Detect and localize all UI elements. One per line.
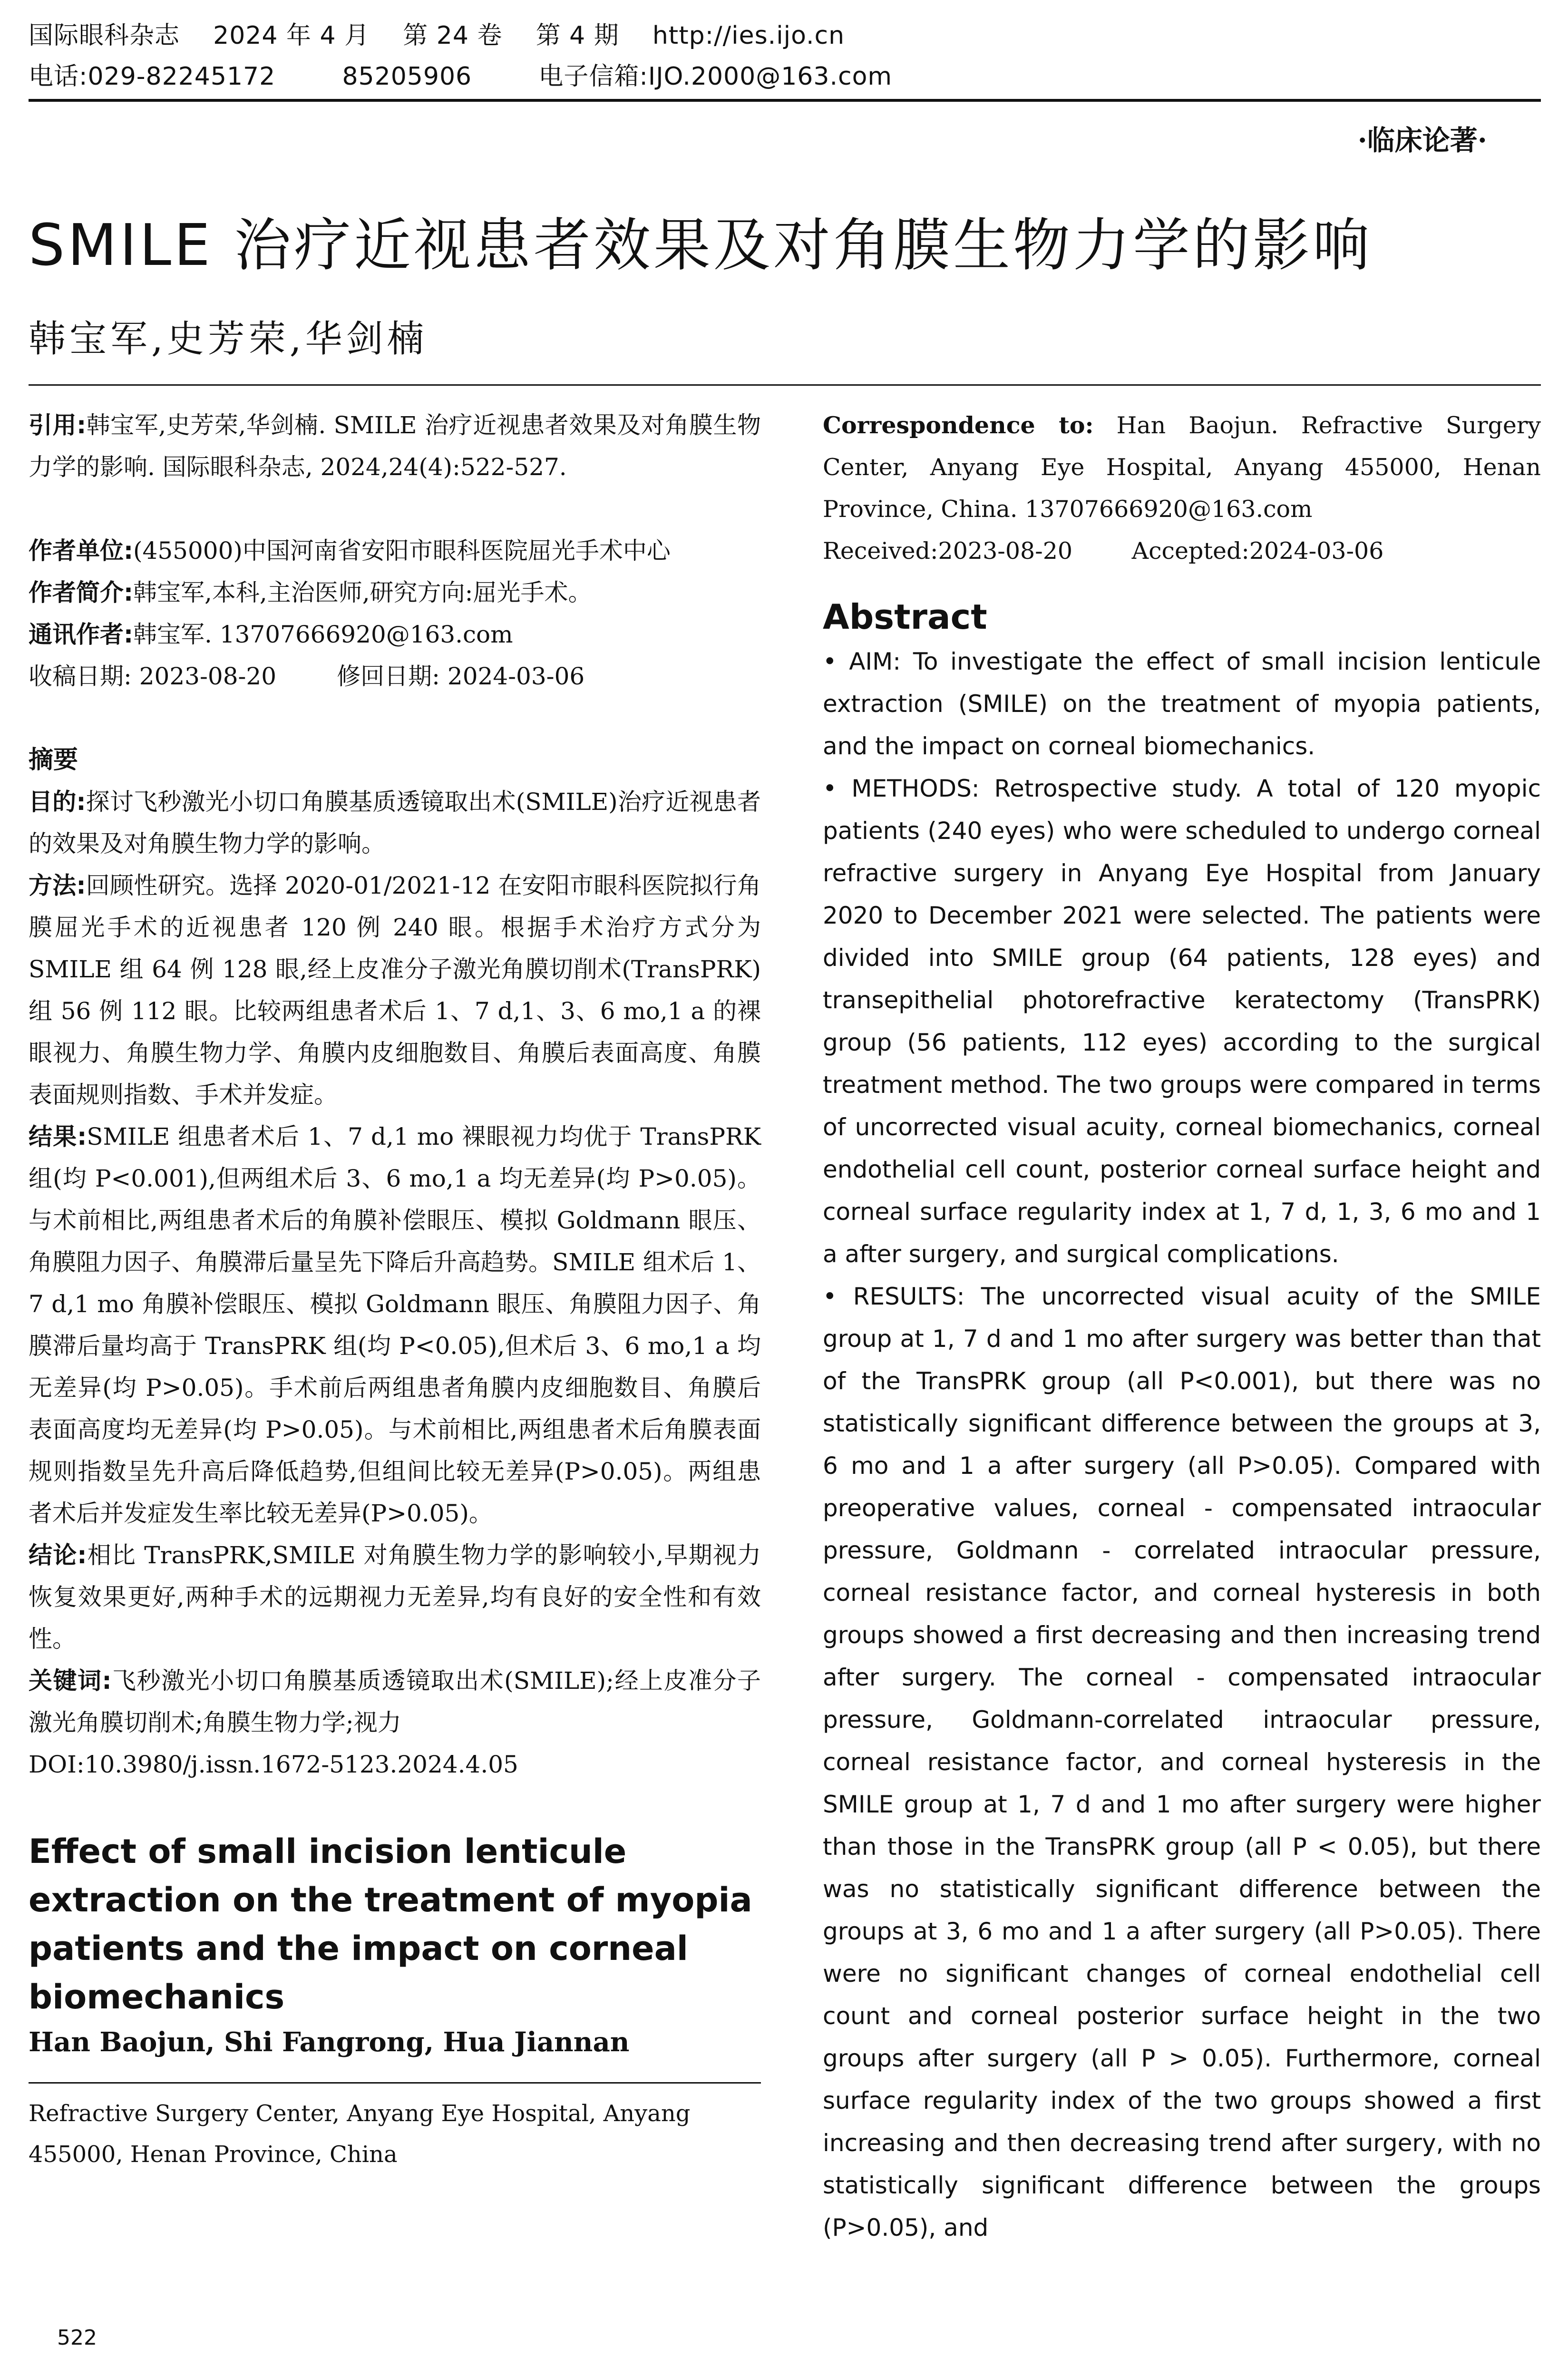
results-label: 结果:	[29, 1123, 87, 1150]
correspondence-en	[823, 404, 1541, 530]
aim-text: 探讨飞秒激光小切口角膜基质透镜取出术(SMILE)治疗近视患者的效果及对角膜生物力学的影响。	[29, 788, 761, 857]
conclusion-text: 相比 TransPRK,SMILE 对角膜生物力学的影响较小,早期视力恢复效果更好,两种手术的远期视力无差异,均有良好的安全性和有效性。	[29, 1541, 761, 1653]
corresponding-author	[29, 614, 761, 655]
correspondence-text: Han Baojun. Refractive Surgery Center, Anyang Eye Hospital, Anyang 455000, Henan Province, China. 13707666920@163.com	[823, 412, 1541, 523]
corresponding-author-text: 韩宝军. 13707666920@163.com	[133, 621, 513, 648]
abstract-cn-methods	[29, 865, 761, 1116]
keywords	[29, 1660, 761, 1744]
keywords-text: 飞秒激光小切口角膜基质透镜取出术(SMILE);经上皮准分子激光角膜切削术;角膜生物力学;视力	[29, 1667, 761, 1736]
author-unit-label: 作者单位:	[29, 537, 133, 565]
citation-text: 韩宝军,史芳荣,华剑楠. SMILE 治疗近视患者效果及对角膜生物力学的影响. 国际眼科杂志, 2024,24(4):522-527.	[29, 411, 761, 481]
right-column	[823, 404, 1541, 2249]
page-number: 522	[57, 2326, 97, 2350]
section-tag: ·临床论著·	[1357, 124, 1487, 156]
methods-text: 回顾性研究。选择 2020-01/2021-12 在安阳市眼科医院拟行角膜屈光手术的近视患者 120 例 240 眼。根据手术治疗方式分为 SMILE 组 64 例 128 眼,经上皮准分子激光角膜切削术(TransPRK)组 56 例 112 眼。比较两组患者术后 1、7 d,1、3、6 mo,1 a 的裸眼视力、角膜生物力学、角膜内皮细胞数目、角膜后表面高度、角膜表面规则指数、手术并发症。	[29, 872, 761, 1109]
header-rule	[29, 99, 1541, 102]
journal-header-line2: 电话:029-82245172 85205906 电子信箱:IJO.2000@163.com	[29, 62, 893, 91]
citation-label: 引用:	[29, 411, 87, 439]
results-text: SMILE 组患者术后 1、7 d,1 mo 裸眼视力均优于 TransPRK 组(均 P<0.001),但两组术后 3、6 mo,1 a 均无差异(均 P>0.05)。与术前相比,两组患者术后的角膜补偿眼压、模拟 Goldmann 眼压、角膜阻力因子、角膜滞后量呈先下降后升高趋势。SMILE 组术后 1、7 d,1 mo 角膜补偿眼压、模拟 Goldmann 眼压、角膜阻力因子、角膜滞后量均高于 TransPRK 组(均 P<0.05),但术后 3、6 mo,1 a 均无差异(均 P>0.05)。手术前后两组患者角膜内皮细胞数目、角膜后表面高度均无差异(均 P>0.05)。与术前相比,两组患者术后角膜表面规则指数呈先升高后降低趋势,但组间比较无差异(P>0.05)。两组患者术后并发症发生率比较无差异(P>0.05)。	[29, 1123, 761, 1527]
title-rule	[29, 384, 1541, 386]
author-bio-label: 作者简介:	[29, 579, 133, 606]
journal-header-line1: 国际眼科杂志 2024 年 4 月 第 24 卷 第 4 期 http://ies.ijo.cn	[29, 21, 845, 50]
authors-en: Han Baojun, Shi Fangrong, Hua Jiannan	[29, 2026, 630, 2058]
abstract-en-results: • RESULTS: The uncorrected visual acuity of the SMILE group at 1, 7 d and 1 mo after surgery was better than that of the TransPRK group (all P<0.001), but there was no statistically significant difference between the groups at 3, 6 mo and 1 a after surgery (all P>0.05). Compared with preoperative values, corneal - compensated intraocular pressure, Goldmann - correlated intraocular pressure, corneal resistance factor, and corneal hysteresis in both groups showed a first decreasing and then increasing trend after surgery. The corneal - compensated intraocular pressure, Goldmann-correlated intraocular pressure, corneal resistance factor, and corneal hysteresis in the SMILE group at 1, 7 d and 1 mo after surgery were higher than those in the TransPRK group (all P < 0.05), but there was no statistically significant difference between the groups at 3, 6 mo and 1 a after surgery (all P>0.05). There were no significant changes of corneal endothelial cell count and corneal posterior surface height in the two groups after surgery (all P > 0.05). Furthermore, corneal surface regularity index of the two groups showed a first increasing and then decreasing trend after surgery, with no statistically significant difference between the groups (P>0.05), and	[823, 1283, 1541, 2241]
aim-label: 目的:	[29, 788, 86, 816]
keywords-label: 关键词:	[29, 1667, 112, 1695]
spacer	[29, 488, 761, 530]
author-bio	[29, 572, 761, 614]
article-title-cn: SMILE 治疗近视患者效果及对角膜生物力学的影响	[29, 213, 1373, 279]
methods-label: 方法:	[29, 872, 86, 899]
citation	[29, 404, 761, 488]
abstract-cn-conclusion	[29, 1534, 761, 1660]
spacer	[29, 1785, 761, 1827]
abstract-en-aim: • AIM: To investigate the effect of small incision lenticule extraction (SMILE) on the treatment of myopia patients, and the impact on corneal biomechanics.	[823, 648, 1541, 760]
dates-cn: 收稿日期: 2023-08-20 修回日期: 2024-03-06	[29, 662, 585, 690]
affiliation-rule	[29, 2082, 761, 2084]
spacer	[29, 697, 761, 739]
abstract-en-body	[823, 641, 1541, 2249]
conclusion-label: 结论:	[29, 1541, 87, 1569]
authors-cn: 韩宝军,史芳荣,华剑楠	[29, 318, 428, 360]
correspondence-label: Correspondence to:	[823, 411, 1094, 439]
affiliation-en: Refractive Surgery Center, Anyang Eye Hospital, Anyang 455000, Henan Province, China	[29, 2100, 691, 2168]
corresponding-author-label: 通讯作者:	[29, 621, 133, 648]
article-title-en: Effect of small incision lenticule extraction on the treatment of myopia patients and the impact on corneal biomechanics	[29, 1832, 752, 2017]
author-bio-text: 韩宝军,本科,主治医师,研究方向:屈光手术。	[133, 579, 592, 606]
doi: DOI:10.3980/j.issn.1672-5123.2024.4.05	[29, 1751, 518, 1778]
author-unit	[29, 530, 761, 572]
author-unit-text: (455000)中国河南省安阳市眼科医院屈光手术中心	[133, 537, 671, 565]
abstract-en-heading: Abstract	[823, 597, 987, 637]
abstract-en-methods: • METHODS: Retrospective study. A total of 120 myopic patients (240 eyes) who were scheduled to undergo corneal refractive surgery in Anyang Eye Hospital from January 2020 to December 2021 were selected. The patients were divided into SMILE group (64 patients, 128 eyes) and transepithelial photorefractive keratectomy (TransPRK) group (56 patients, 112 eyes) according to the surgical treatment method. The two groups were compared in terms of uncorrected visual acuity, corneal biomechanics, corneal endothelial cell count, posterior corneal surface height and corneal surface regularity index at 1, 7 d, 1, 3, 6 mo and 1 a after surgery, and surgical complications.	[823, 775, 1541, 1268]
abstract-cn-results	[29, 1116, 761, 1534]
spacer	[823, 572, 1541, 593]
abstract-cn-aim	[29, 781, 761, 865]
left-column	[29, 404, 761, 2175]
abstract-cn-heading: 摘要	[29, 746, 78, 774]
received-accepted: Received:2023-08-20 Accepted:2024-03-06	[823, 537, 1384, 565]
